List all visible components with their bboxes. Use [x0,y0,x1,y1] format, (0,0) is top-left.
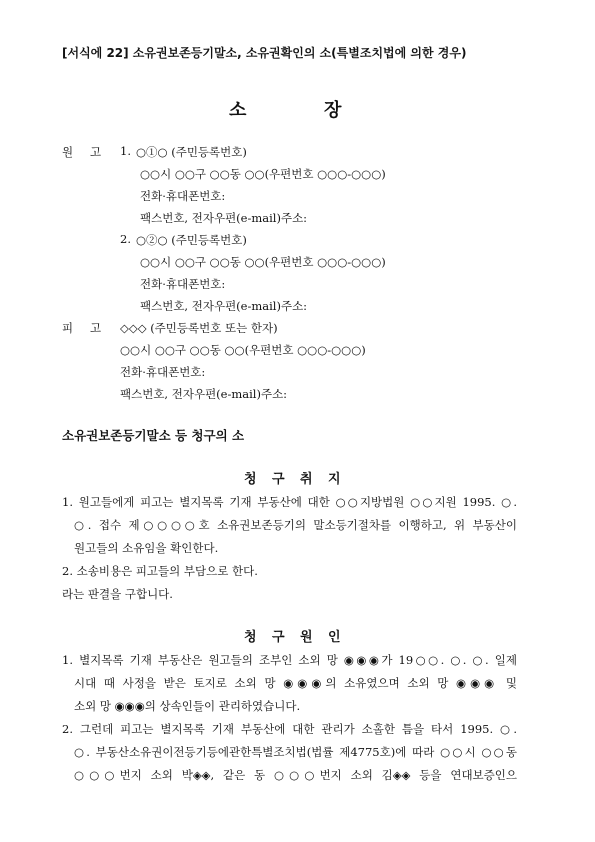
case-title: 소유권보존등기말소 등 청구의 소 [62,428,245,443]
claim-cause-heading-char: 청 [244,630,257,645]
plaintiff-2-fax: 팩스번호, 전자우편(e-mail)주소: [140,299,308,313]
defendant-phone: 전화·휴대폰번호: [120,365,206,379]
claim-purpose-heading-char: 지 [328,472,341,487]
plaintiff-role-char: 원 [62,145,74,159]
defendant-address: ○○시 ○○구 ○○동 ○○(우편번호 ○○○-○○○) [120,343,366,357]
claim-cause-line: 소외 망 ◉◉◉의 상속인들이 관리하였습니다. [74,699,301,713]
claim-cause-line: 시대 때 사정을 받은 토지로 소외 망 ◉◉◉의 소유였으며 소외 망 ◉◉◉ 및 [74,676,517,690]
plaintiff-2-address: ○○시 ○○구 ○○동 ○○(우편번호 ○○○-○○○) [140,255,386,269]
claim-cause-line: ○. 부동산소유권이전등기등에관한특별조치법(법률 제4775호)에 따라 ○○시 ○○동 [74,745,517,759]
plaintiff-1-name: ○①○ (주민등록번호) [136,145,247,159]
plaintiff-2-phone: 전화·휴대폰번호: [140,277,226,291]
claim-purpose-heading-char: 청 [244,472,257,487]
claim-purpose-line: 라는 판결을 구합니다. [62,587,173,601]
claim-cause-line: 2. 그런데 피고는 별지목록 기재 부동산에 대한 관리가 소홀한 틈을 타서 1995. ○. [62,722,517,736]
claim-cause-heading-char: 구 [272,630,285,645]
claim-cause-line: ○○○번지 소외 박◈◈, 같은 동 ○○○번지 소외 김◈◈ 등을 연대보증인으 [74,768,517,782]
claim-purpose-line: 2. 소송비용은 피고들의 부담으로 한다. [62,564,258,578]
claim-cause-heading-char: 인 [328,630,341,645]
title-char: 장 [324,100,342,121]
claim-cause-heading-char: 원 [300,630,313,645]
defendant-fax: 팩스번호, 전자우편(e-mail)주소: [120,387,288,401]
plaintiff-1-number: 1. [120,144,131,158]
defendant-role-char: 피 [62,321,74,335]
form-header: [서식에 22] 소유권보존등기말소, 소유권확인의 소(특별조치법에 의한 경우) [62,46,467,60]
plaintiff-1-phone: 전화·휴대폰번호: [140,189,226,203]
plaintiff-2-name: ○②○ (주민등록번호) [136,233,247,247]
defendant-role-char: 고 [90,321,102,335]
plaintiff-role-char: 고 [90,145,102,159]
claim-cause-line: 1. 별지목록 기재 부동산은 원고들의 조부인 소외 망 ◉◉◉가 19○○. ○. ○. 일제 [62,653,517,667]
claim-purpose-line: 1. 원고들에게 피고는 별지목록 기재 부동산에 대한 ○○지방법원 ○○지원 1995. ○. [62,495,517,509]
claim-purpose-heading-char: 구 [272,472,285,487]
plaintiff-2-number: 2. [120,232,131,246]
claim-purpose-line: 원고들의 소유임을 확인한다. [74,541,219,555]
claim-purpose-line: ○. 접수 제○○○○호 소유권보존등기의 말소등기절차를 이행하고, 위 부동산이 [74,518,517,532]
defendant-name: ◇◇◇ (주민등록번호 또는 한자) [120,321,278,335]
claim-purpose-heading-char: 취 [300,472,313,487]
plaintiff-1-address: ○○시 ○○구 ○○동 ○○(우편번호 ○○○-○○○) [140,167,386,181]
plaintiff-1-fax: 팩스번호, 전자우편(e-mail)주소: [140,211,308,225]
title-char: 소 [229,100,247,121]
